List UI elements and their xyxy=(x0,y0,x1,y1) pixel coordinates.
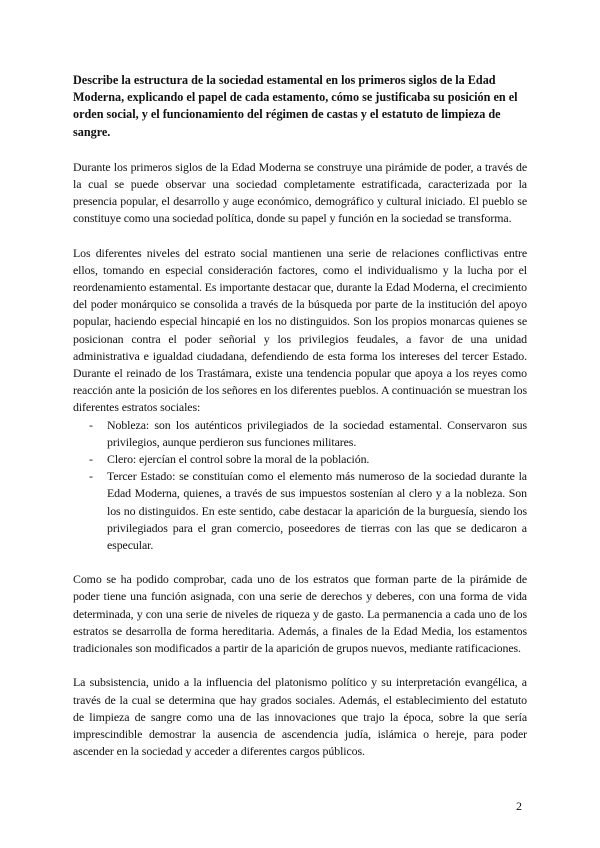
list-item-clero xyxy=(73,451,527,468)
paragraph-estates-function: Como se ha podido comprobar, cada uno de los estratos que forman parte de la pirámide de poder tiene una función asignada, con una serie de derechos y deberes, con una forma de vida determinada, y con una serie de niveles de riqueza y de gasto. La permanencia a cada uno de los estratos se desarrolla de forma hereditaria. Además, a finales de la Edad Media, los estamentos tradicionales son modificados a partir de la aparición de grupos nuevos, mediante ratificaciones. xyxy=(73,572,527,656)
list-item-tercer-estado xyxy=(73,468,527,554)
list-item-text: Nobleza: son los auténticos privilegiados de la sociedad estamental. Conservaron sus privilegios, aunque perdieron sus funciones militares. xyxy=(107,417,527,449)
paragraph-limpieza-sangre: La subsistencia, unido a la influencia del platonismo político y su interpretación evangélica, a través de la cual se determina que hay grados sociales. Además, el establecimiento del estatuto de limpieza de sangre como una de las innovaciones que trajo la época, sobre la que sería imprescindible demostrar la ausencia de ascendencia judía, islámica o hereje, para poder ascender en la sociedad y acceder a diferentes cargos públicos. xyxy=(73,675,527,759)
paragraph-intro: Durante los primeros siglos de la Edad Moderna se construye una pirámide de poder, a través de la cual se puede observar una sociedad completamente estratificada, caracterizada por la presencia popular, el desarrollo y auge económico, demográfico y cultural iniciado. El pueblo se constituye como una sociedad política, donde su papel y función en la sociedad se transforma. xyxy=(73,159,527,226)
document-page xyxy=(73,72,527,777)
list-item-text: Clero: ejercían el control sobre la moral de la población. xyxy=(107,452,370,467)
list-dash: - xyxy=(89,417,93,432)
page-number: 2 xyxy=(516,799,522,813)
list-item-nobleza xyxy=(73,417,527,451)
paragraph-social-strata: Los diferentes niveles del estrato social mantienen una serie de relaciones conflictivas entre ellos, tomando en especial consideración factores, como el individualismo y la lucha por el reordenamiento estamental. Es importante destacar que, durante la Edad Moderna, el crecimiento del poder monárquico se consolida a través de la búsqueda por parte de la institución del apoyo popular, haciendo especial hincapié en los no distinguidos. Son los propios monarcas quienes se posicionan contra el poder señorial y los privilegios feudales, a favor de una unidad administrativa e igualdad ciudadana, defendiendo de esta forma los intereses del tercer Estado. Durante el reinado de los Trastámara, existe una tendencia popular que apoya a los reyes como reacción ante la posición de los señores en los diferentes pueblos. A continuación se muestran los diferentes estratos sociales: xyxy=(73,245,527,415)
estates-list xyxy=(73,417,527,555)
list-dash: - xyxy=(89,469,93,484)
question-title: Describe la estructura de la sociedad estamental en los primeros siglos de la Edad Moderna, explicando el papel de cada estamento, cómo se justificaba su posición en el orden social, y el funcionamiento del régimen de castas y el estatuto de limpieza de sangre. xyxy=(73,73,518,139)
list-item-text: Tercer Estado: se constituían como el elemento más numeroso de la sociedad durante la Edad Moderna, quienes, a través de sus impuestos sostenían al clero y a la nobleza. Son los no distinguidos. En este sentido, cabe destacar la aparición de la burguesía, siendo los privilegiados para el gran comercio, poseedores de tierras con las que se dedicaron a especular. xyxy=(107,469,527,553)
list-dash: - xyxy=(89,452,93,467)
